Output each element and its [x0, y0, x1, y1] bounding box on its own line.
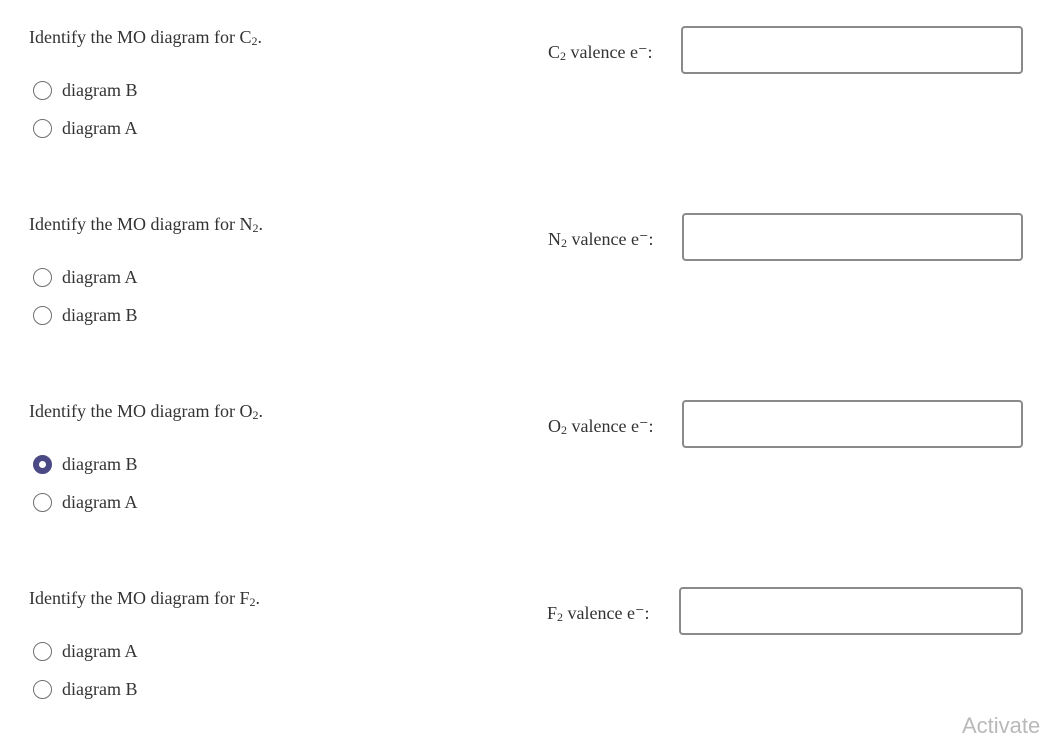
- option-label: diagram A: [62, 267, 138, 287]
- radio-button[interactable]: [33, 680, 52, 699]
- radio-button[interactable]: [33, 119, 52, 138]
- valence-label: $F_2$ valence e⁻:: [547, 603, 650, 624]
- question-prompt: Identify the MO diagram for $O_2$.: [29, 401, 263, 422]
- question-f2: [0, 561, 1042, 739]
- valence-electrons-input[interactable]: [679, 587, 1023, 635]
- question-n2: [0, 187, 1042, 374]
- question-c2: [0, 0, 1042, 187]
- question-prompt: Identify the MO diagram for $F_2$.: [29, 588, 260, 609]
- option-label: diagram A: [62, 118, 138, 138]
- valence-label: $C_2$ valence e⁻:: [548, 42, 653, 63]
- option-radio[interactable]: [33, 77, 137, 103]
- option-radio[interactable]: [33, 676, 137, 702]
- valence-label: $N_2$ valence e⁻:: [548, 229, 654, 250]
- question-prompt: Identify the MO diagram for $N_2$.: [29, 214, 263, 235]
- valence-electrons-input[interactable]: [682, 400, 1023, 448]
- radio-button[interactable]: [33, 81, 52, 100]
- radio-button[interactable]: [33, 493, 52, 512]
- radio-button[interactable]: [33, 306, 52, 325]
- option-label: diagram B: [62, 454, 138, 474]
- radio-button[interactable]: [33, 642, 52, 661]
- question-o2: [0, 374, 1042, 561]
- valence-label: $O_2$ valence e⁻:: [548, 416, 654, 437]
- option-radio[interactable]: [33, 638, 137, 664]
- option-label: diagram B: [62, 679, 138, 699]
- option-label: diagram B: [62, 80, 138, 100]
- radio-button[interactable]: [33, 268, 52, 287]
- option-radio[interactable]: [33, 489, 137, 515]
- activate-windows-watermark: Activate: [962, 713, 1041, 738]
- option-radio[interactable]: [33, 302, 137, 328]
- option-radio[interactable]: [33, 451, 137, 477]
- radio-button[interactable]: [33, 455, 52, 474]
- option-radio[interactable]: [33, 264, 137, 290]
- valence-electrons-input[interactable]: [681, 26, 1023, 74]
- option-label: diagram A: [62, 641, 138, 661]
- valence-electrons-input[interactable]: [682, 213, 1023, 261]
- option-label: diagram B: [62, 305, 138, 325]
- option-label: diagram A: [62, 492, 138, 512]
- option-radio[interactable]: [33, 115, 137, 141]
- question-prompt: Identify the MO diagram for $C_2$.: [29, 27, 262, 48]
